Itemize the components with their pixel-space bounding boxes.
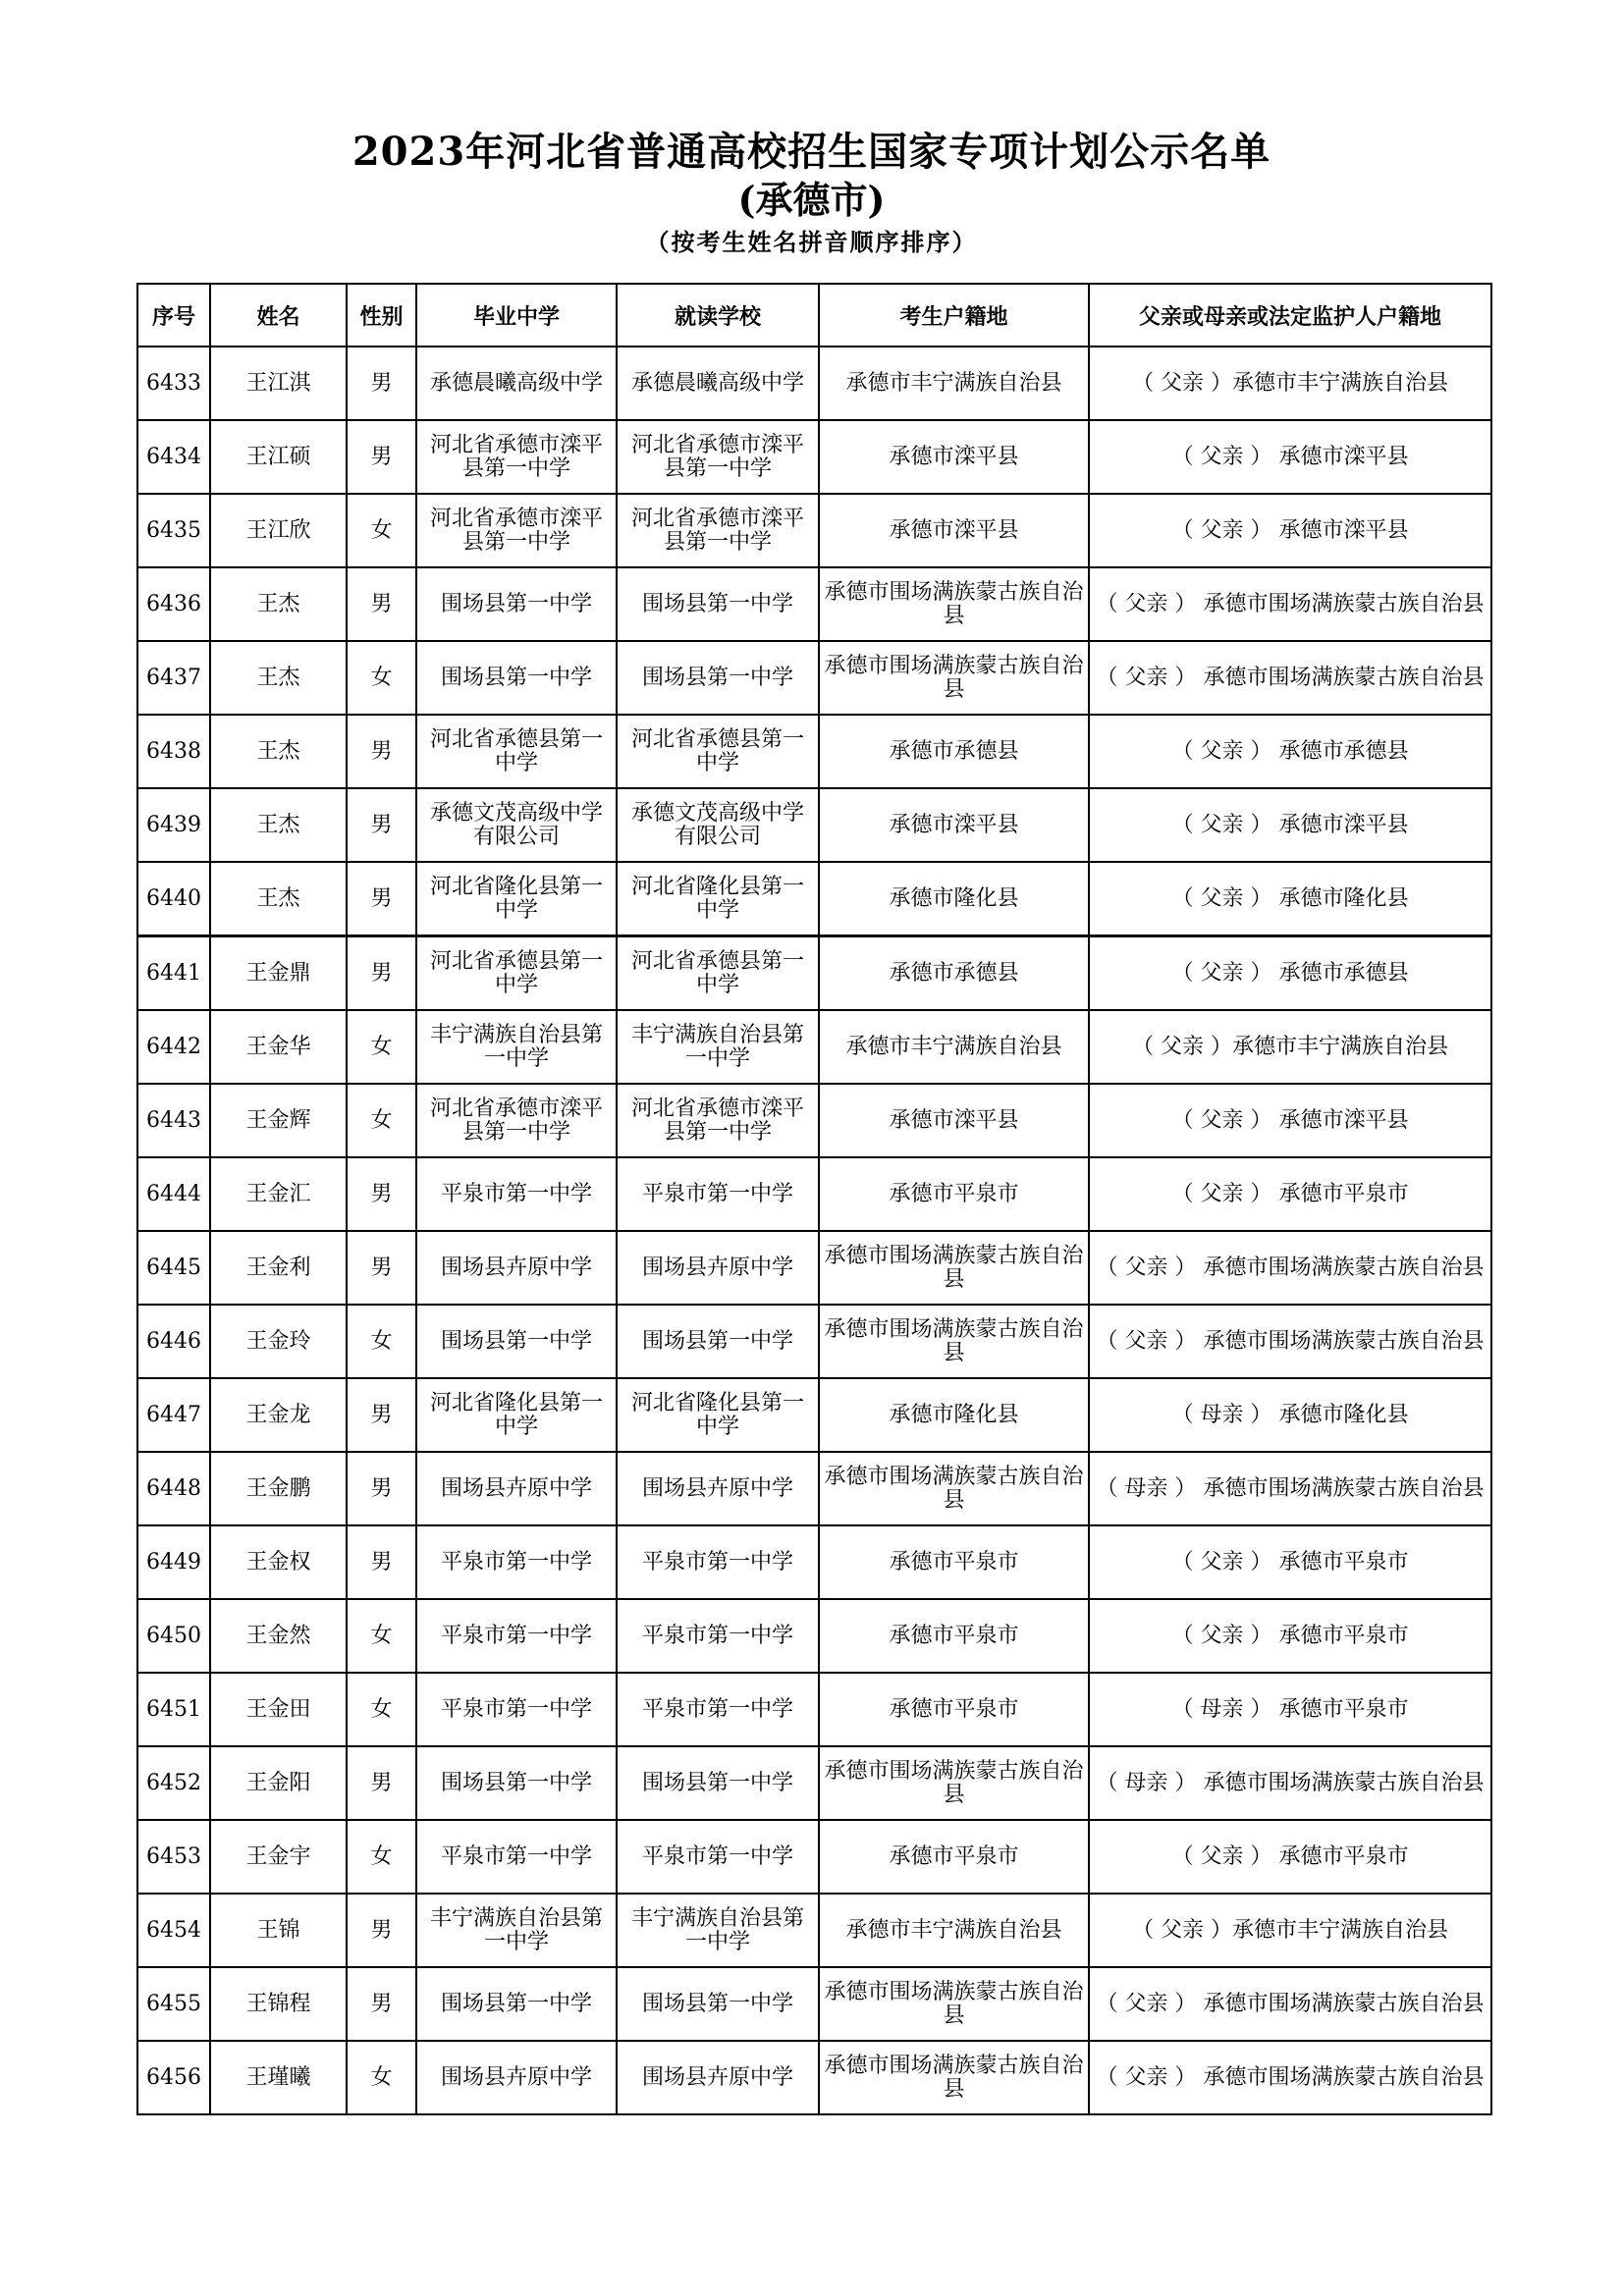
table-row xyxy=(137,1820,1491,1894)
cell-name: 王杰 xyxy=(210,788,347,862)
cell-gender: 女 xyxy=(347,1084,416,1157)
cell-hukou: 承德市滦平县 xyxy=(819,1084,1089,1157)
cell-hukou: 承德市平泉市 xyxy=(819,1673,1089,1746)
table-body xyxy=(137,347,1491,2114)
cell-grad-school: 围场县卉原中学 xyxy=(416,1452,617,1525)
cell-seq: 6443 xyxy=(137,1084,210,1157)
cell-gender: 男 xyxy=(347,788,416,862)
col-header-grad-school: 毕业中学 xyxy=(416,284,617,347)
cell-gender: 男 xyxy=(347,1746,416,1820)
cell-guardian: （ 父亲 ） 承德市平泉市 xyxy=(1089,1599,1491,1673)
table-row xyxy=(137,1525,1491,1599)
cell-guardian: （ 父亲 ） 承德市平泉市 xyxy=(1089,1820,1491,1894)
cell-study-school: 围场县卉原中学 xyxy=(617,2041,819,2114)
cell-grad-school: 河北省承德市滦平县第一中学 xyxy=(416,420,617,494)
page-title: 2023年河北省普通高校招生国家专项计划公示名单 xyxy=(352,129,1271,175)
cell-name: 王杰 xyxy=(210,567,347,641)
table-row xyxy=(137,788,1491,862)
table-row xyxy=(137,862,1491,936)
cell-study-school: 丰宁满族自治县第一中学 xyxy=(617,1894,819,1967)
table-row xyxy=(137,1599,1491,1673)
table-row xyxy=(137,494,1491,567)
cell-gender: 男 xyxy=(347,1378,416,1452)
col-header-name: 姓名 xyxy=(210,284,347,347)
cell-gender: 男 xyxy=(347,1157,416,1231)
sort-note: （按考生姓名拼音顺序排序） xyxy=(645,228,978,256)
cell-study-school: 河北省承德县第一中学 xyxy=(617,715,819,788)
cell-guardian: （ 父亲 ） 承德市承德县 xyxy=(1089,936,1491,1011)
table-row xyxy=(137,347,1491,420)
cell-grad-school: 平泉市第一中学 xyxy=(416,1157,617,1231)
cell-guardian: （ 父亲 ） 承德市滦平县 xyxy=(1089,420,1491,494)
cell-name: 王杰 xyxy=(210,862,347,936)
cell-gender: 男 xyxy=(347,862,416,936)
cell-hukou: 承德市围场满族蒙古族自治县 xyxy=(819,1746,1089,1820)
cell-guardian: （ 母亲 ） 承德市围场满族蒙古族自治县 xyxy=(1089,1452,1491,1525)
cell-grad-school: 河北省承德县第一中学 xyxy=(416,715,617,788)
cell-seq: 6439 xyxy=(137,788,210,862)
cell-grad-school: 围场县第一中学 xyxy=(416,567,617,641)
cell-study-school: 围场县第一中学 xyxy=(617,1967,819,2041)
cell-grad-school: 河北省隆化县第一中学 xyxy=(416,862,617,936)
cell-seq: 6434 xyxy=(137,420,210,494)
cell-name: 王金鼎 xyxy=(210,936,347,1011)
cell-hukou: 承德市平泉市 xyxy=(819,1157,1089,1231)
cell-study-school: 平泉市第一中学 xyxy=(617,1157,819,1231)
cell-guardian: （ 父亲 ）承德市丰宁满族自治县 xyxy=(1089,1010,1491,1084)
table-row xyxy=(137,1894,1491,1967)
cell-grad-school: 平泉市第一中学 xyxy=(416,1599,617,1673)
cell-seq: 6453 xyxy=(137,1820,210,1894)
cell-guardian: （ 父亲 ） 承德市滦平县 xyxy=(1089,1084,1491,1157)
cell-gender: 男 xyxy=(347,420,416,494)
cell-name: 王金然 xyxy=(210,1599,347,1673)
table-row xyxy=(137,420,1491,494)
cell-guardian: （ 父亲 ） 承德市围场满族蒙古族自治县 xyxy=(1089,1967,1491,2041)
cell-hukou: 承德市滦平县 xyxy=(819,494,1089,567)
cell-grad-school: 河北省承德市滦平县第一中学 xyxy=(416,1084,617,1157)
cell-grad-school: 围场县卉原中学 xyxy=(416,2041,617,2114)
cell-name: 王金权 xyxy=(210,1525,347,1599)
cell-name: 王杰 xyxy=(210,715,347,788)
cell-hukou: 承德市承德县 xyxy=(819,715,1089,788)
table-row xyxy=(137,1967,1491,2041)
cell-study-school: 围场县卉原中学 xyxy=(617,1452,819,1525)
cell-guardian: （ 父亲 ） 承德市围场满族蒙古族自治县 xyxy=(1089,1231,1491,1305)
cell-seq: 6449 xyxy=(137,1525,210,1599)
cell-study-school: 河北省隆化县第一中学 xyxy=(617,1378,819,1452)
cell-guardian: （ 父亲 ）承德市丰宁满族自治县 xyxy=(1089,347,1491,420)
cell-name: 王金宇 xyxy=(210,1820,347,1894)
cell-name: 王金鹏 xyxy=(210,1452,347,1525)
cell-gender: 男 xyxy=(347,1452,416,1525)
cell-study-school: 承德文茂高级中学有限公司 xyxy=(617,788,819,862)
roster-table xyxy=(136,283,1492,2115)
cell-guardian: （ 父亲 ） 承德市承德县 xyxy=(1089,715,1491,788)
cell-grad-school: 河北省隆化县第一中学 xyxy=(416,1378,617,1452)
cell-name: 王江欣 xyxy=(210,494,347,567)
cell-grad-school: 围场县第一中学 xyxy=(416,1746,617,1820)
cell-name: 王金田 xyxy=(210,1673,347,1746)
cell-seq: 6435 xyxy=(137,494,210,567)
cell-gender: 男 xyxy=(347,936,416,1011)
cell-name: 王锦 xyxy=(210,1894,347,1967)
cell-guardian: （ 父亲 ） 承德市平泉市 xyxy=(1089,1525,1491,1599)
cell-seq: 6451 xyxy=(137,1673,210,1746)
cell-hukou: 承德市丰宁满族自治县 xyxy=(819,1010,1089,1084)
cell-hukou: 承德市丰宁满族自治县 xyxy=(819,1894,1089,1967)
cell-gender: 女 xyxy=(347,2041,416,2114)
cell-hukou: 承德市平泉市 xyxy=(819,1525,1089,1599)
cell-hukou: 承德市丰宁满族自治县 xyxy=(819,347,1089,420)
cell-seq: 6436 xyxy=(137,567,210,641)
cell-seq: 6452 xyxy=(137,1746,210,1820)
cell-seq: 6438 xyxy=(137,715,210,788)
cell-guardian: （ 父亲 ）承德市丰宁满族自治县 xyxy=(1089,1894,1491,1967)
cell-seq: 6444 xyxy=(137,1157,210,1231)
cell-gender: 女 xyxy=(347,1673,416,1746)
cell-seq: 6448 xyxy=(137,1452,210,1525)
table-row xyxy=(137,641,1491,715)
cell-gender: 男 xyxy=(347,1231,416,1305)
cell-grad-school: 丰宁满族自治县第一中学 xyxy=(416,1894,617,1967)
cell-guardian: （ 父亲 ） 承德市围场满族蒙古族自治县 xyxy=(1089,1305,1491,1378)
cell-guardian: （ 父亲 ） 承德市平泉市 xyxy=(1089,1157,1491,1231)
table-row xyxy=(137,1231,1491,1305)
cell-name: 王金汇 xyxy=(210,1157,347,1231)
cell-grad-school: 平泉市第一中学 xyxy=(416,1820,617,1894)
col-header-study-school: 就读学校 xyxy=(617,284,819,347)
cell-grad-school: 承德文茂高级中学有限公司 xyxy=(416,788,617,862)
table-row xyxy=(137,936,1491,1011)
cell-name: 王金华 xyxy=(210,1010,347,1084)
cell-hukou: 承德市围场满族蒙古族自治县 xyxy=(819,2041,1089,2114)
cell-study-school: 河北省隆化县第一中学 xyxy=(617,862,819,936)
cell-name: 王金玲 xyxy=(210,1305,347,1378)
cell-hukou: 承德市围场满族蒙古族自治县 xyxy=(819,1305,1089,1378)
table-row xyxy=(137,1452,1491,1525)
cell-hukou: 承德市滦平县 xyxy=(819,420,1089,494)
cell-hukou: 承德市滦平县 xyxy=(819,788,1089,862)
cell-study-school: 围场县第一中学 xyxy=(617,641,819,715)
col-header-hukou: 考生户籍地 xyxy=(819,284,1089,347)
col-header-gender: 性别 xyxy=(347,284,416,347)
cell-gender: 男 xyxy=(347,715,416,788)
table-row xyxy=(137,1305,1491,1378)
cell-name: 王锦程 xyxy=(210,1967,347,2041)
cell-grad-school: 围场县第一中学 xyxy=(416,1967,617,2041)
cell-gender: 女 xyxy=(347,1010,416,1084)
cell-study-school: 平泉市第一中学 xyxy=(617,1820,819,1894)
cell-grad-school: 平泉市第一中学 xyxy=(416,1525,617,1599)
cell-hukou: 承德市隆化县 xyxy=(819,862,1089,936)
cell-guardian: （ 父亲 ） 承德市滦平县 xyxy=(1089,788,1491,862)
cell-grad-school: 平泉市第一中学 xyxy=(416,1673,617,1746)
cell-name: 王江硕 xyxy=(210,420,347,494)
cell-hukou: 承德市平泉市 xyxy=(819,1599,1089,1673)
table-row xyxy=(137,1010,1491,1084)
cell-hukou: 承德市承德县 xyxy=(819,936,1089,1011)
cell-study-school: 平泉市第一中学 xyxy=(617,1599,819,1673)
cell-seq: 6433 xyxy=(137,347,210,420)
cell-guardian: （ 父亲 ） 承德市滦平县 xyxy=(1089,494,1491,567)
cell-guardian: （ 母亲 ） 承德市隆化县 xyxy=(1089,1378,1491,1452)
cell-study-school: 河北省承德市滦平县第一中学 xyxy=(617,420,819,494)
cell-seq: 6454 xyxy=(137,1894,210,1967)
table-row xyxy=(137,1673,1491,1746)
cell-grad-school: 围场县第一中学 xyxy=(416,1305,617,1378)
cell-name: 王金利 xyxy=(210,1231,347,1305)
cell-gender: 男 xyxy=(347,1525,416,1599)
cell-hukou: 承德市围场满族蒙古族自治县 xyxy=(819,1967,1089,2041)
cell-grad-school: 河北省承德县第一中学 xyxy=(416,936,617,1011)
cell-name: 王金龙 xyxy=(210,1378,347,1452)
cell-seq: 6450 xyxy=(137,1599,210,1673)
col-header-seq: 序号 xyxy=(137,284,210,347)
cell-grad-school: 承德晨曦高级中学 xyxy=(416,347,617,420)
cell-gender: 女 xyxy=(347,641,416,715)
table-row xyxy=(137,1157,1491,1231)
cell-study-school: 围场县卉原中学 xyxy=(617,1231,819,1305)
cell-hukou: 承德市围场满族蒙古族自治县 xyxy=(819,641,1089,715)
cell-gender: 男 xyxy=(347,1894,416,1967)
page-subtitle: (承德市) xyxy=(737,178,886,222)
cell-hukou: 承德市围场满族蒙古族自治县 xyxy=(819,567,1089,641)
cell-study-school: 平泉市第一中学 xyxy=(617,1525,819,1599)
table-row xyxy=(137,1084,1491,1157)
col-header-guardian: 父亲或母亲或法定监护人户籍地 xyxy=(1089,284,1491,347)
cell-grad-school: 围场县卉原中学 xyxy=(416,1231,617,1305)
table-row xyxy=(137,567,1491,641)
cell-guardian: （ 母亲 ） 承德市平泉市 xyxy=(1089,1673,1491,1746)
cell-study-school: 围场县第一中学 xyxy=(617,1746,819,1820)
cell-name: 王金阳 xyxy=(210,1746,347,1820)
cell-study-school: 丰宁满族自治县第一中学 xyxy=(617,1010,819,1084)
cell-seq: 6446 xyxy=(137,1305,210,1378)
table-row xyxy=(137,1746,1491,1820)
cell-seq: 6437 xyxy=(137,641,210,715)
cell-name: 王杰 xyxy=(210,641,347,715)
cell-hukou: 承德市平泉市 xyxy=(819,1820,1089,1894)
cell-seq: 6442 xyxy=(137,1010,210,1084)
cell-guardian: （ 父亲 ） 承德市围场满族蒙古族自治县 xyxy=(1089,567,1491,641)
cell-guardian: （ 父亲 ） 承德市隆化县 xyxy=(1089,862,1491,936)
cell-name: 王金辉 xyxy=(210,1084,347,1157)
cell-seq: 6455 xyxy=(137,1967,210,2041)
cell-gender: 女 xyxy=(347,1820,416,1894)
cell-seq: 6445 xyxy=(137,1231,210,1305)
cell-seq: 6447 xyxy=(137,1378,210,1452)
cell-seq: 6456 xyxy=(137,2041,210,2114)
cell-guardian: （ 父亲 ） 承德市围场满族蒙古族自治县 xyxy=(1089,641,1491,715)
cell-hukou: 承德市隆化县 xyxy=(819,1378,1089,1452)
table-row xyxy=(137,2041,1491,2114)
cell-study-school: 河北省承德县第一中学 xyxy=(617,936,819,1011)
table-row xyxy=(137,715,1491,788)
cell-hukou: 承德市围场满族蒙古族自治县 xyxy=(819,1452,1089,1525)
cell-gender: 女 xyxy=(347,1305,416,1378)
cell-gender: 男 xyxy=(347,347,416,420)
cell-name: 王江淇 xyxy=(210,347,347,420)
cell-name: 王瑾曦 xyxy=(210,2041,347,2114)
cell-gender: 男 xyxy=(347,1967,416,2041)
cell-seq: 6440 xyxy=(137,862,210,936)
title-block xyxy=(0,128,1623,261)
cell-grad-school: 围场县第一中学 xyxy=(416,641,617,715)
cell-guardian: （ 父亲 ） 承德市围场满族蒙古族自治县 xyxy=(1089,2041,1491,2114)
table-row xyxy=(137,1378,1491,1452)
cell-study-school: 围场县第一中学 xyxy=(617,1305,819,1378)
cell-grad-school: 丰宁满族自治县第一中学 xyxy=(416,1010,617,1084)
cell-gender: 女 xyxy=(347,494,416,567)
cell-study-school: 承德晨曦高级中学 xyxy=(617,347,819,420)
cell-gender: 女 xyxy=(347,1599,416,1673)
cell-gender: 男 xyxy=(347,567,416,641)
header-row xyxy=(137,284,1491,347)
cell-guardian: （ 母亲 ） 承德市围场满族蒙古族自治县 xyxy=(1089,1746,1491,1820)
cell-study-school: 围场县第一中学 xyxy=(617,567,819,641)
cell-hukou: 承德市围场满族蒙古族自治县 xyxy=(819,1231,1089,1305)
cell-study-school: 河北省承德市滦平县第一中学 xyxy=(617,1084,819,1157)
cell-study-school: 平泉市第一中学 xyxy=(617,1673,819,1746)
cell-grad-school: 河北省承德市滦平县第一中学 xyxy=(416,494,617,567)
cell-seq: 6441 xyxy=(137,936,210,1011)
cell-study-school: 河北省承德市滦平县第一中学 xyxy=(617,494,819,567)
